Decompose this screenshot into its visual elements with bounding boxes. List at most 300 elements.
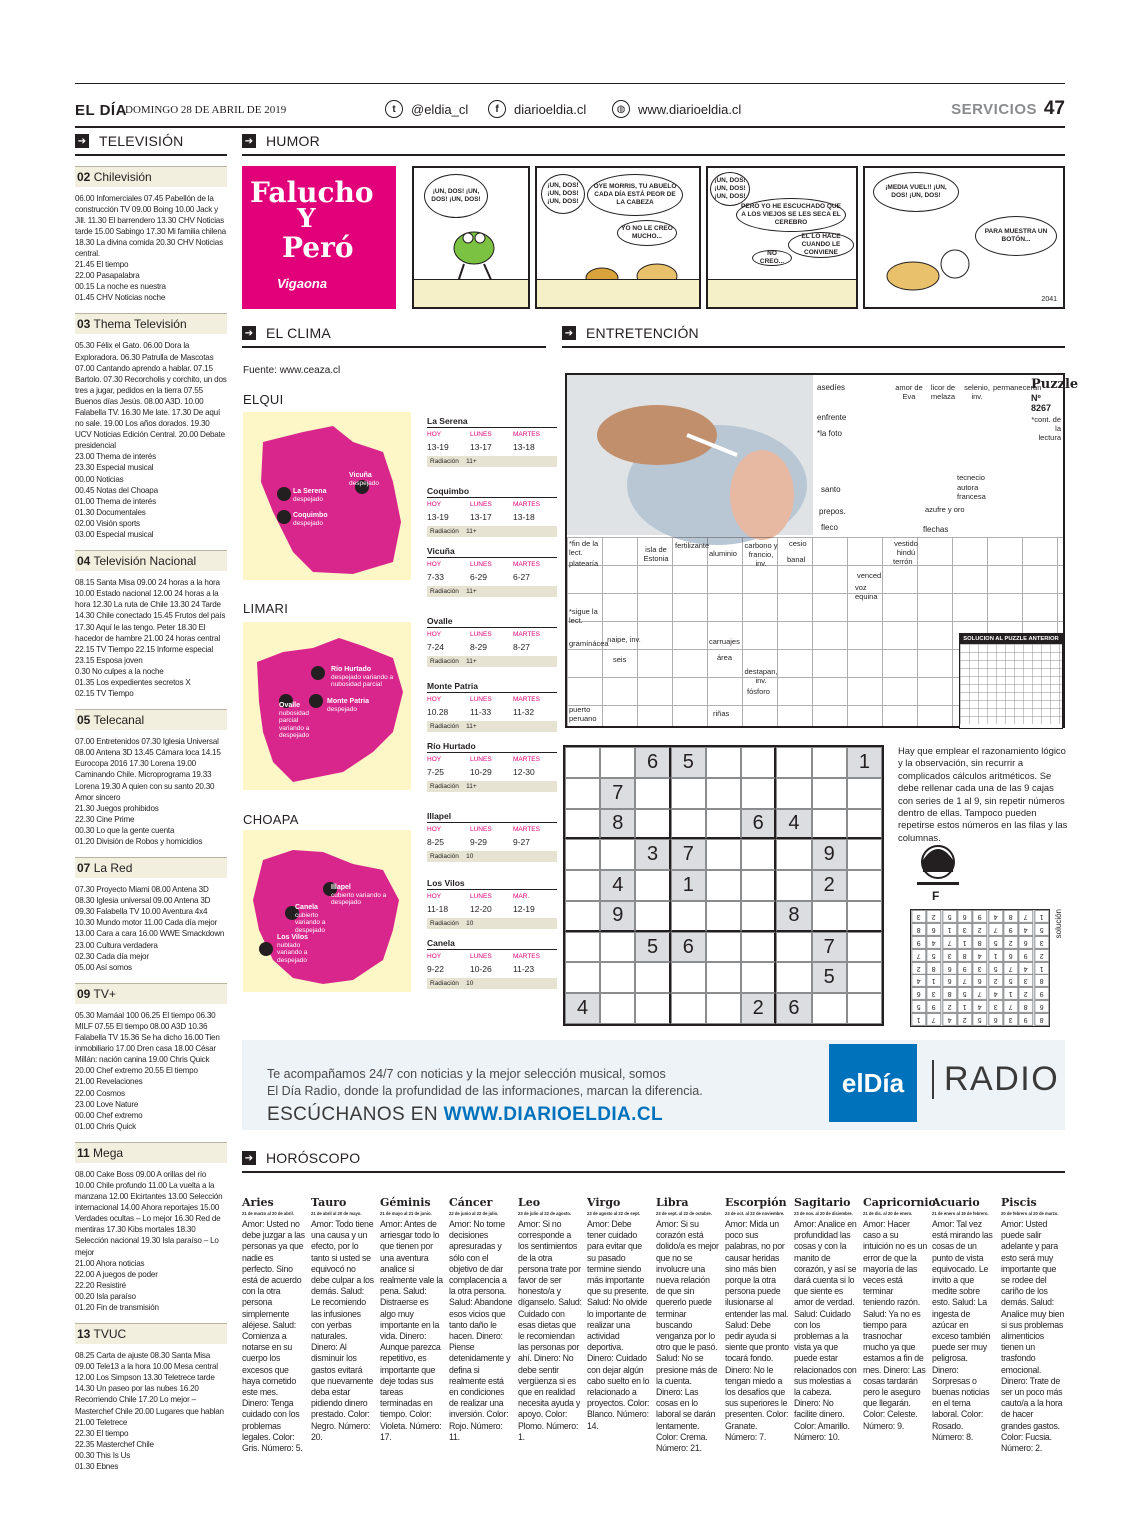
map-label: Ovalle nubosidad parcial variando a despejado (279, 702, 310, 739)
schedule-line: 0.30 No culpes a la noche (75, 666, 164, 676)
sudoku-cell[interactable] (812, 809, 847, 840)
solution-cell: 3 (926, 987, 941, 1000)
sudoku-cell[interactable] (741, 747, 776, 778)
sign-text: Amor: Antes de arriesgar todo lo que tienen por una aventura analice si realmente vale la pena. Salud: Distraerse es algo muy importante en la vida. Dinero: Aunque parezca repetitivo, es importante que deje todas sus tareas terminadas en tiempo. Color: Violeta. Número: 17. (380, 1219, 443, 1442)
solution-cell: 3 (942, 949, 957, 962)
ground (708, 279, 856, 307)
divider (242, 346, 546, 348)
sign-dates: 23 de nov. al 20 de diciembre. (794, 1211, 853, 1216)
clue: riñas (713, 709, 730, 718)
channel-schedule (75, 1350, 227, 1472)
speech-balloon: NO CREO... (752, 250, 792, 266)
solution-cell: 6 (972, 974, 987, 987)
sudoku-cell[interactable] (847, 993, 882, 1024)
solution-cell: 2 (988, 974, 1003, 987)
sudoku-cell[interactable]: 5 (671, 747, 706, 778)
sudoku-cell[interactable]: 6 (671, 932, 706, 963)
forecast-temps (427, 904, 557, 914)
day-label: LUNES (470, 501, 492, 508)
sudoku-cell[interactable]: 5 (812, 962, 847, 993)
sign-text: Amor: Todo tiene una causa y un efecto, por lo tanto si usted se equivocó no debe culpar a los demás. Salud: Le recomiendo las infusiones con yerbas naturales. Dinero: Al disminuir los gastos evitará que nuevamente deba estar pidiendo dinero prestado. Color: Negro. Número: 20. (311, 1219, 374, 1442)
comic-logo: Falucho Y Peró Vigaona (242, 166, 396, 309)
sudoku-cell[interactable] (635, 901, 670, 932)
solution-cell: 8 (1034, 974, 1049, 987)
clue: banal (787, 555, 806, 564)
schedule-line: 00.00 Chef extremo (75, 1110, 143, 1120)
temperature-range: 13-19 (427, 512, 449, 522)
sign-name: Piscis (1001, 1196, 1037, 1209)
channel-schedule (75, 577, 227, 699)
channel-schedule (75, 884, 227, 973)
sign-text: Amor: Analice en profundidad las cosas y con la manito de corazón, y así se dará cuenta si lo que siente es amor de verdad. Salud: Cuidado con los problemas a la vista ya que puede estar relacionados con sus molestias a la cabeza. Dinero: No facilite dinero. Color: Amarillo. Número: 10. (794, 1219, 857, 1442)
tv-heading: ➔ TELEVISIÓN (75, 133, 227, 149)
sudoku-cell[interactable]: 7 (671, 839, 706, 870)
masthead (75, 100, 1065, 126)
horoscope-sign (587, 1196, 656, 1454)
sudoku-cell[interactable]: 2 (812, 870, 847, 901)
day-label: HOY (427, 953, 442, 960)
radio-url-link[interactable]: WWW.DIARIOELDIA.CL (443, 1104, 663, 1125)
clue: prepos. (819, 507, 846, 516)
day-label: HOY (427, 501, 442, 508)
horoscope-sign (242, 1196, 311, 1454)
city-forecast (427, 741, 557, 792)
temperature-range: 11-33 (470, 707, 492, 717)
sudoku-cell[interactable] (671, 962, 706, 993)
schedule-line: 08.25 Carta de ajuste 08.30 Santa Misa 09.00 Tele13 a la hora 10.00 Mesa central 12.00 Los Simpson 13.30 Teletrece tarde 14.30 Un paseo por las nubes 16.20 Recorriendo Chile 17.20 Lo mejor –Masterchef Chile 20.00 Lugares que hablan (75, 1351, 224, 1416)
schedule-line: 23.00 Thema de interés (75, 452, 156, 462)
day-label: MAR. (513, 893, 530, 900)
solution-cell: 9 (1034, 987, 1049, 1000)
sign-name: Géminis (380, 1196, 431, 1209)
solution-cell: 5 (972, 1013, 987, 1026)
section-name: SERVICIOS (951, 101, 1037, 118)
sudoku-cell[interactable]: 6 (635, 747, 670, 778)
schedule-line: 01.30 Ebnes (75, 1462, 119, 1472)
divider (75, 154, 227, 156)
clue: aluminio (709, 549, 737, 558)
temperature-range: 11-32 (513, 707, 535, 717)
solution-cell: 1 (926, 974, 941, 987)
eldia-logo: elDía (829, 1044, 917, 1122)
horoscope-sign (794, 1196, 863, 1454)
speech-balloon: OYE MORRIS, TU ABUELO CADA DÍA ESTÁ PEOR DE LA CABEZA (587, 174, 683, 216)
sudoku-cell[interactable] (565, 809, 600, 840)
sudoku-cell[interactable] (671, 809, 706, 840)
solution-cell: 2 (926, 910, 941, 923)
solution-cell: 9 (911, 936, 926, 949)
sudoku-cell[interactable] (635, 870, 670, 901)
map-label: Coquimbo despejado (293, 512, 328, 527)
temperature-range: 7-33 (427, 572, 445, 582)
sudoku-cell[interactable] (741, 778, 776, 809)
clue: fleco (821, 523, 838, 532)
city-name: Monte Patria (427, 681, 557, 693)
channel-header: 13 TVUC (75, 1323, 227, 1344)
forecast-days (427, 631, 557, 638)
clue: *sigue la lect. (569, 607, 598, 625)
sign-name: Leo (518, 1196, 541, 1209)
frog-character (444, 218, 514, 288)
forecast-days (427, 756, 557, 763)
schedule-line: 01.00 Chris Quick (75, 1121, 136, 1131)
forecast-days (427, 893, 557, 900)
solution-cell: 4 (1018, 923, 1033, 936)
solution-cell: 1 (1003, 987, 1018, 1000)
solution-cell: 7 (972, 987, 987, 1000)
speech-balloon: ¡UN, DOS! ¡UN, DOS! ¡UN, DOS! (710, 172, 750, 206)
temperature-range: 13-17 (470, 512, 492, 522)
solution-cell: 9 (1003, 923, 1018, 936)
sudoku-cell[interactable] (741, 839, 776, 870)
puzzle-number: Nº 8267 (1031, 393, 1052, 413)
arrow-icon: ➔ (242, 326, 256, 340)
sudoku-cell[interactable] (600, 747, 635, 778)
sudoku-cell[interactable] (706, 778, 741, 809)
city-name: La Serena (427, 416, 557, 428)
sudoku-cell[interactable] (635, 962, 670, 993)
solution-cell: 5 (988, 962, 1003, 975)
sudoku-cell[interactable]: 8 (600, 809, 635, 840)
schedule-line: 02.15 TV Tiempo (75, 689, 134, 699)
location-dot (277, 487, 291, 501)
temperature-range: 13-19 (427, 442, 449, 452)
sudoku-cell[interactable] (600, 932, 635, 963)
day-label: HOY (427, 826, 442, 833)
schedule-line: 00.15 La noche es nuestra (75, 282, 166, 292)
city-forecast (427, 486, 557, 537)
horoscope-section (242, 1150, 1065, 1173)
sign-name: Acuario (932, 1196, 980, 1209)
city-forecast (427, 546, 557, 597)
solution-cell: 8 (911, 923, 926, 936)
channel-schedule (75, 1169, 227, 1313)
schedule-line: 00.45 Notas del Choapa (75, 485, 158, 495)
sudoku-cell[interactable]: 7 (812, 932, 847, 963)
sudoku-cell[interactable] (635, 809, 670, 840)
sudoku-cell[interactable] (776, 747, 811, 778)
forecast-temps (427, 572, 557, 582)
solution-cell: 2 (911, 962, 926, 975)
sudoku-cell[interactable] (565, 839, 600, 870)
day-label: MARTES (513, 631, 540, 638)
temperature-range: 10.28 (427, 707, 449, 717)
clue: isla de Estonia (643, 545, 669, 563)
ground (537, 279, 699, 307)
sudoku-cell[interactable] (706, 962, 741, 993)
sudoku-cell[interactable] (635, 778, 670, 809)
sudoku-cell[interactable] (741, 932, 776, 963)
city-forecast (427, 938, 557, 989)
sudoku-cell[interactable] (565, 901, 600, 932)
map-choapa (243, 830, 411, 992)
clue: área (717, 653, 733, 662)
weather-section (242, 325, 546, 348)
day-label: LUNES (470, 631, 492, 638)
sudoku-cell[interactable]: 9 (812, 839, 847, 870)
forecast-temps (427, 642, 557, 652)
sudoku-cell[interactable]: 2 (741, 993, 776, 1024)
sudoku-cell[interactable]: 6 (776, 993, 811, 1024)
region-map-shape (243, 412, 411, 580)
clue: naipe, inv. (607, 635, 641, 644)
sudoku-cell[interactable] (706, 993, 741, 1024)
sign-text: Amor: No tome decisiones apresuradas y sólo con el objetivo de dar complacencia a la otra persona. Salud: Abandone esos vicios que tanto daño le hacen. Dinero: Piense detenidamente y defina si realmente está en condiciones de realizar una inversión. Color: Rojo. Número: 11. (449, 1219, 513, 1442)
uv-radiation: Radiación 10 (427, 978, 557, 989)
solution-cell: 4 (972, 949, 987, 962)
arrow-icon: ➔ (242, 1151, 256, 1165)
day-label: LUNES (470, 431, 492, 438)
sudoku-cell[interactable] (741, 870, 776, 901)
solution-label: SOLUCION AL PUZZLE ANTERIOR (960, 634, 1062, 644)
schedule-line: 21.30 Juegos prohibidos (75, 803, 159, 813)
uv-radiation: Radiación 11+ (427, 456, 557, 467)
schedule-line: 05.00 Así somos (75, 962, 132, 972)
sudoku-cell[interactable] (812, 993, 847, 1024)
sudoku-cell[interactable] (706, 901, 741, 932)
sudoku-cell[interactable] (635, 993, 670, 1024)
channel-schedule (75, 340, 227, 540)
clue: *cont. de la lectura (1031, 415, 1061, 442)
channel-header: 07 La Red (75, 857, 227, 878)
sudoku-cell[interactable]: 7 (600, 778, 635, 809)
clue: *fin de la lect. (569, 539, 599, 557)
sudoku-cell[interactable] (600, 962, 635, 993)
sudoku-cell[interactable] (671, 778, 706, 809)
sudoku-cell[interactable] (812, 747, 847, 778)
banner-text: Te acompañamos 24/7 con noticias y la mejor selección musical, somos El Día Radio, donde la profundidad de las informaciones, marcan la diferencia. (267, 1067, 703, 1098)
day-label: MARTES (513, 501, 540, 508)
map-label: Canela cubierto variando a despejado (295, 904, 326, 934)
sudoku-cell[interactable]: 3 (635, 839, 670, 870)
map-label: Vicuña despejado (349, 472, 379, 487)
sudoku-cell[interactable]: 5 (635, 932, 670, 963)
radio-banner[interactable] (242, 1040, 1065, 1130)
schedule-line: 05.30 Félix el Gato. 06.00 Dora la Exploradora. 06.30 Patrulla de Mascotas 07.00 Cantando aprendo a hablar. 07.15 Bartolo. 07.30 Recorcholis y corchito, un dos tres a jugar, pedidos en la tierra 07.55 Buenos días Jesús. 08.00 A3D. 10.00 Falabella TV. 16.30 Me late. 17.30 De aquí no sale. 19.00 Los años dorados. 19.30 UCV Noticias Edición Central. 20.00 Debate presidencial (75, 341, 227, 451)
sudoku-cell[interactable] (600, 839, 635, 870)
difficulty-icon (915, 842, 961, 888)
sudoku-cell[interactable]: 8 (776, 901, 811, 932)
solution-cell: 7 (1003, 1000, 1018, 1013)
temperature-range: 10-26 (470, 964, 492, 974)
clue: licor de melaza (930, 383, 956, 401)
schedule-line: 00.30 Lo que la gente cuenta (75, 825, 175, 835)
sudoku-cell[interactable]: 6 (741, 809, 776, 840)
city-name: Río Hurtado (427, 741, 557, 753)
sign-text: Amor: Tal vez está mirando las cosas de un punto de vista equivocado. Le invito a que medite sobre esto. Salud: La ingesta de azúcar en exceso también puede ser muy peligrosa. Dinero: Sorpresas o buenas noticias en el tema laboral. Color: Rosado. Número: 8. (932, 1219, 993, 1442)
solution-cell: 9 (926, 1000, 941, 1013)
clue: cesio (789, 539, 807, 548)
sudoku-cell[interactable] (706, 747, 741, 778)
schedule-line: 21.00 Revelaciones (75, 1077, 143, 1087)
temperature-range: 13-17 (470, 442, 492, 452)
temperature-range: 12-30 (513, 767, 535, 777)
solution-cell: 7 (911, 949, 926, 962)
city-forecast (427, 811, 557, 862)
temperature-range: 7-25 (427, 767, 445, 777)
clue: seis (613, 655, 627, 664)
sudoku-cell[interactable]: 4 (600, 870, 635, 901)
sign-name: Virgo (587, 1196, 621, 1209)
clue: destapan, inv. (744, 667, 778, 685)
temperature-range: 6-29 (470, 572, 488, 582)
solution-cell: 8 (926, 962, 941, 975)
solution-cell: 2 (1003, 936, 1018, 949)
forecast-days (427, 431, 557, 438)
channel-schedule (75, 1010, 227, 1132)
sudoku-cell[interactable]: 4 (776, 809, 811, 840)
solution-cell: 2 (942, 1000, 957, 1013)
arrow-icon: ➔ (75, 134, 89, 148)
horoscope-sign (656, 1196, 725, 1454)
sudoku-cell[interactable] (776, 932, 811, 963)
schedule-line: 21.00 Teletrece (75, 1417, 128, 1427)
sign-name: Escorpión (725, 1196, 787, 1209)
solution-cell: 7 (957, 974, 972, 987)
comic-panel-1 (412, 166, 530, 309)
map-label: Los Vilos nublado variando a despejado (277, 934, 308, 964)
sudoku-cell[interactable] (706, 870, 741, 901)
schedule-line: 23.00 Love Nature (75, 1099, 139, 1109)
channel-header: 02 Chilevisión (75, 166, 227, 187)
channel-header: 05 Telecanal (75, 709, 227, 730)
divider (242, 154, 1065, 156)
facebook-icon: f (488, 100, 506, 118)
city-forecast (427, 878, 557, 929)
twitter-link[interactable]: t @eldia_cl (385, 100, 468, 118)
clue: gramínácea (569, 639, 609, 648)
temperature-range: 13-18 (513, 442, 535, 452)
horoscope-sign (1001, 1196, 1070, 1454)
sudoku-cell[interactable] (847, 901, 882, 932)
day-label: HOY (427, 431, 442, 438)
sudoku-cell[interactable] (706, 809, 741, 840)
tv-column (75, 133, 227, 1472)
divider (242, 1171, 1065, 1173)
uv-radiation: Radiación 10 (427, 918, 557, 929)
sudoku-cell[interactable] (741, 962, 776, 993)
clue: venced (857, 571, 882, 580)
solution-cell: 7 (926, 1013, 941, 1026)
clue: fertilizante (675, 541, 710, 550)
sudoku-cell[interactable] (812, 778, 847, 809)
horoscope-sign (863, 1196, 936, 1454)
solution-cell: 9 (972, 910, 987, 923)
horoscope-columns (242, 1196, 1072, 1454)
sudoku-cell[interactable]: 1 (671, 870, 706, 901)
sign-name: Cáncer (449, 1196, 493, 1209)
sudoku-cell[interactable]: 1 (847, 747, 882, 778)
sudoku-cell[interactable] (600, 993, 635, 1024)
clue: azufre y oro (925, 505, 965, 514)
sudoku-cell[interactable] (741, 901, 776, 932)
sign-name: Tauro (311, 1196, 347, 1209)
sudoku-cell[interactable] (812, 901, 847, 932)
city-name: Coquimbo (427, 486, 557, 498)
divider (562, 346, 1065, 348)
schedule-line: 22.30 Cine Prime (75, 814, 135, 824)
map-label: La Serena despejado (293, 488, 327, 503)
clue: carbono y francio, inv. (744, 541, 778, 568)
sudoku-cell[interactable] (776, 870, 811, 901)
sudoku-cell[interactable] (847, 962, 882, 993)
top-rule (75, 83, 1065, 84)
schedule-line: 22.30 El tiempo (75, 1428, 129, 1438)
day-label: HOY (427, 631, 442, 638)
clue: voz equina (855, 583, 878, 601)
clue: amor de Eva (895, 383, 923, 401)
comic-panel-4 (863, 166, 1065, 309)
solution-cell: 3 (1003, 1013, 1018, 1026)
map-limari (243, 622, 411, 790)
solution-cell: 4 (988, 987, 1003, 1000)
temperature-range: 8-25 (427, 837, 445, 847)
solution-cell: 6 (1003, 949, 1018, 962)
sudoku-cell[interactable] (671, 901, 706, 932)
sudoku-cell[interactable] (776, 778, 811, 809)
schedule-line: 22.00 A juegos de poder (75, 1269, 158, 1279)
sudoku-cell[interactable] (671, 993, 706, 1024)
website-link[interactable]: ◍ www.diarioeldia.cl (612, 100, 741, 118)
location-dot (277, 510, 291, 524)
temperature-range: 6-27 (513, 572, 531, 582)
schedule-line: 01.35 Los expedientes secretos X (75, 677, 191, 687)
sudoku-cell[interactable]: 9 (600, 901, 635, 932)
solution-cell: 4 (972, 1000, 987, 1013)
sudoku-cell[interactable] (847, 839, 882, 870)
sudoku-cell[interactable] (706, 839, 741, 870)
sign-dates: 23 de oct. al 22 de noviembre. (725, 1211, 785, 1216)
channel-header: 11 Mega (75, 1142, 227, 1163)
sudoku-cell[interactable]: 4 (565, 993, 600, 1024)
channel-header: 09 TV+ (75, 983, 227, 1004)
sudoku-cell[interactable] (847, 932, 882, 963)
sudoku-cell[interactable] (847, 778, 882, 809)
solution-cell: 1 (957, 936, 972, 949)
sudoku-cell[interactable] (565, 870, 600, 901)
clue: carruajes (709, 637, 740, 646)
channel-header: 03 Thema Televisión (75, 313, 227, 334)
sudoku-cell[interactable] (565, 962, 600, 993)
sudoku-cell[interactable] (565, 778, 600, 809)
clue: autora francesa (957, 483, 986, 501)
schedule-line: 07.30 Proyecto Miami 08.00 Antena 3D 08.30 Iglesia universal 09.00 Antena 3D 09.30 Falabella TV 10.00 Aventura 4x4 10.30 Mundo motor 11.00 Cada día mejor 13.00 Cara a cara 16.00 WWE Smackdown (75, 885, 225, 939)
solution-cell: 3 (988, 1000, 1003, 1013)
day-label: LUNES (470, 756, 492, 763)
facebook-link[interactable]: f diarioeldia.cl (488, 100, 586, 118)
solution-cell: 1 (1034, 962, 1049, 975)
solution-cell: 3 (1034, 936, 1049, 949)
sudoku-cell[interactable] (565, 747, 600, 778)
sudoku-cell[interactable] (706, 932, 741, 963)
sudoku-cell[interactable] (776, 839, 811, 870)
sign-dates: 21 de dic. al 20 de enero. (863, 1211, 913, 1216)
sign-text: Amor: Mida un poco sus palabras, no por causar heridas sino más bien porque la otra persona puede ilusionarse al entender las mal. Salud: Debe pedir ayuda si siente que pronto tocará fondo. Dinero: No le tengan miedo a los desafíos que sus superiores le presenten. Color: Granate. Número: 7. (725, 1219, 789, 1442)
uv-radiation: Radiación 11+ (427, 586, 557, 597)
sudoku-cell[interactable] (776, 962, 811, 993)
uv-radiation: Radiación 10 (427, 851, 557, 862)
arrow-icon: ➔ (562, 326, 576, 340)
sign-name: Sagitario (794, 1196, 851, 1209)
dog-characters (873, 224, 983, 304)
sudoku-cell[interactable] (565, 932, 600, 963)
sudoku-cell[interactable] (847, 809, 882, 840)
forecast-temps (427, 767, 557, 777)
schedule-line: 02.00 Visión sports (75, 518, 140, 528)
sudoku-cell[interactable] (847, 870, 882, 901)
horoscope-sign (380, 1196, 449, 1454)
city-name: Los Vilos (427, 878, 557, 890)
